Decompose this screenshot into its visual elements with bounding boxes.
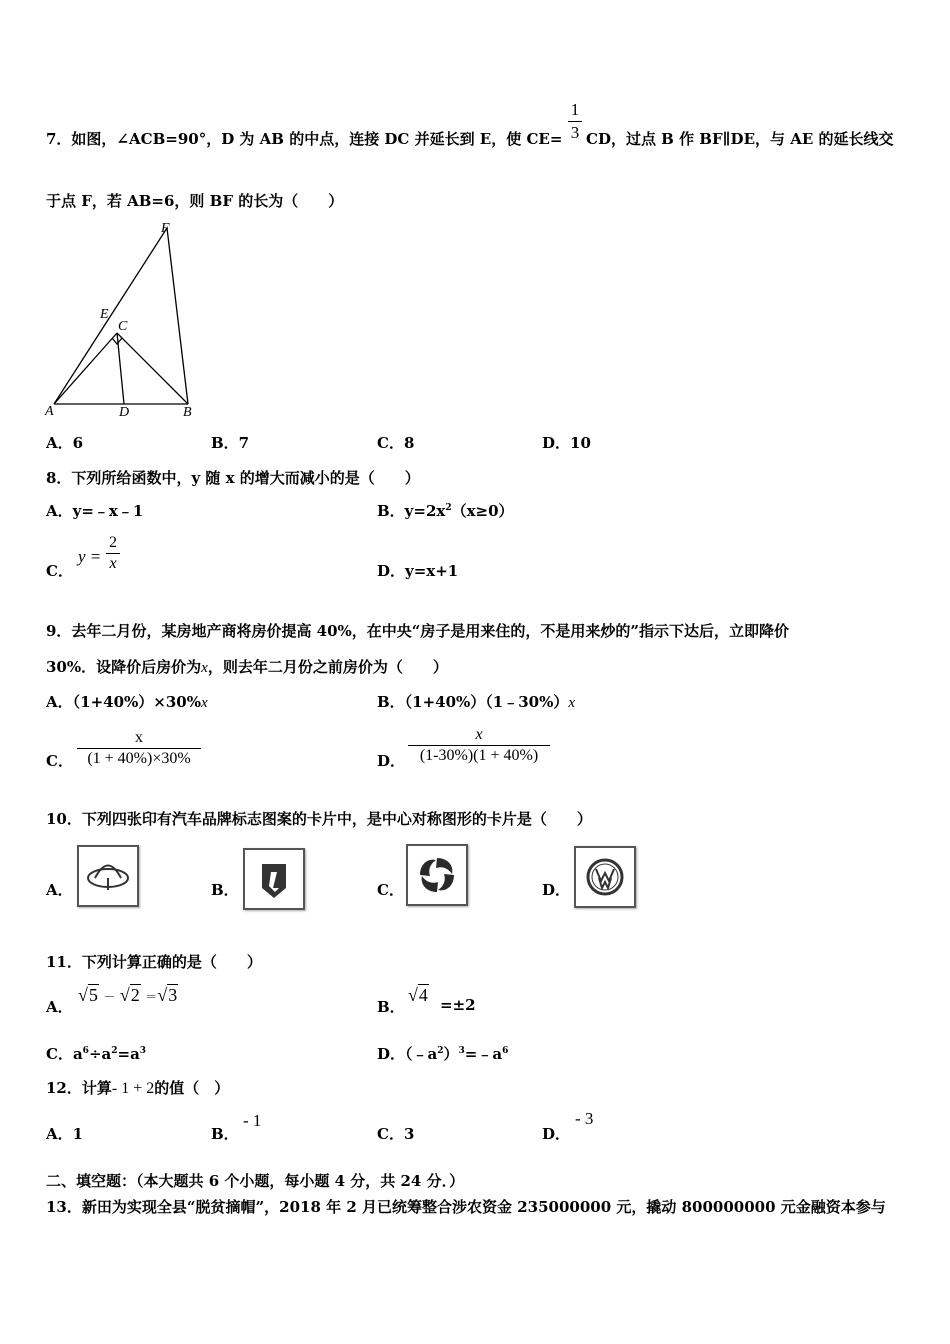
q8-option-d: D．y=x+1 xyxy=(377,562,459,580)
q11-option-d-c: =﹣a xyxy=(464,1045,503,1063)
q8-option-c-lhs: y = xyxy=(78,547,102,566)
q12-option-a: A．1 xyxy=(46,1125,84,1143)
q9-option-d-num: x xyxy=(475,726,483,743)
q8-option-b-sup: 2 xyxy=(445,503,452,513)
q7-fraction xyxy=(568,100,582,143)
q9-option-a xyxy=(46,691,208,712)
q8-option-b xyxy=(377,500,514,521)
q7-stem-line1b: CD，过点 B 作 BF∥DE，与 AE 的延长线交 xyxy=(586,130,894,148)
q9-option-b xyxy=(377,691,575,712)
q11-option-c-b: ÷a xyxy=(88,1045,112,1063)
q12-option-b-value: - 1 xyxy=(243,1111,262,1130)
q11-option-b-r: 4 xyxy=(418,985,428,1005)
q12-option-c: C．3 xyxy=(377,1125,415,1143)
q10-option-a-label: A． xyxy=(46,881,73,899)
q7-label-A: A xyxy=(45,404,54,419)
q11-option-d-s2: 3 xyxy=(458,1046,465,1056)
q9-option-a-text: A．（1+40%）×30% xyxy=(46,693,201,711)
q11-option-b-rest: =±2 xyxy=(440,996,476,1014)
q8-option-a: A．y=﹣x﹣1 xyxy=(46,502,144,520)
q7-option-c: C．8 xyxy=(377,434,415,452)
q12-option-b-label: B． xyxy=(211,1125,239,1143)
q11-option-d-a: D．（﹣a xyxy=(377,1045,438,1063)
brand-logo-a-icon xyxy=(79,847,137,905)
q11-option-a-r1: 5 xyxy=(88,985,98,1005)
q11-option-a-label: A． xyxy=(46,998,73,1016)
q8-option-c-fraction xyxy=(106,534,120,573)
q11-option-c-a: C．a xyxy=(46,1045,83,1063)
q11-option-b-label: B． xyxy=(377,998,405,1016)
q8-stem: 8．下列所给函数中，y 随 x 的增大而减小的是（ ） xyxy=(46,469,420,487)
q7-label-C: C xyxy=(118,319,128,334)
q8-option-c-den: x xyxy=(109,555,117,572)
q12-stem-expr: - 1 + 2 xyxy=(111,1080,155,1097)
q11-option-a-minus: － xyxy=(103,990,116,1004)
q11-option-d-s1: 2 xyxy=(437,1046,444,1056)
q10-option-c-label: C． xyxy=(377,881,404,899)
q7-fraction-den: 3 xyxy=(570,123,580,142)
q11-option-a-r2: 2 xyxy=(130,985,140,1005)
section-2-heading: 二、填空题：（本大题共 6 个小题，每小题 4 分，共 24 分．） xyxy=(46,1172,465,1190)
q9-option-c-den: (1 + 40%)×30% xyxy=(87,750,191,767)
q11-option-c xyxy=(46,1043,146,1064)
q11-option-c-s2: 2 xyxy=(111,1046,118,1056)
q12-option-d-value: - 3 xyxy=(575,1109,594,1128)
q7-label-D: D xyxy=(119,405,130,420)
q7-stem-line1a: 7．如图，∠ACB=90°，D 为 AB 的中点，连接 DC 并延长到 E，使 CE= xyxy=(46,130,563,148)
q9-option-d-den: (1-30%)(1 + 40%) xyxy=(419,747,539,764)
q13-stem: 13．新田为实现全县“脱贫摘帽”，2018 年 2 月已统筹整合涉农资金 235000000 元，撬动 800000000 元金融资本参与 xyxy=(46,1198,886,1216)
q8-option-c-num: 2 xyxy=(109,534,117,551)
q7-option-a: A．6 xyxy=(46,434,84,452)
q12-stem-b: 的值（ ） xyxy=(154,1079,230,1097)
q9-option-d-label: D． xyxy=(377,752,406,770)
q9-option-c-label: C． xyxy=(46,752,73,770)
q12-option-d-label: D． xyxy=(542,1125,571,1143)
q7-label-B: B xyxy=(183,405,192,420)
q11-option-a-r3: 3 xyxy=(168,985,178,1005)
q9-option-a-var: x xyxy=(200,695,208,711)
q8-option-b-prefix: B．y=2x xyxy=(377,502,446,520)
brand-logo-c-icon xyxy=(408,846,466,904)
brand-logo-d-icon xyxy=(576,848,634,906)
q12-stem-a: 12．计算 xyxy=(46,1079,112,1097)
q11-option-d-b: ） xyxy=(443,1045,459,1063)
q7-option-d: D．10 xyxy=(542,434,591,452)
q7-geometry-figure xyxy=(40,218,210,423)
q9-stem-line2b: ，则去年二月份之前房价为（ ） xyxy=(207,658,448,676)
q9-stem-var: x xyxy=(201,660,208,676)
q7-label-E: E xyxy=(100,307,109,322)
q10-stem: 10．下列四张印有汽车品牌标志图案的卡片中，是中心对称图形的卡片是（ ） xyxy=(46,810,592,828)
q10-option-d-label: D． xyxy=(542,881,571,899)
q9-option-c-fraction xyxy=(77,729,201,768)
q11-option-c-c: =a xyxy=(117,1045,140,1063)
q10-card-b xyxy=(243,848,305,910)
q10-card-c xyxy=(406,844,468,906)
q7-fraction-num: 1 xyxy=(570,100,580,119)
q10-card-a xyxy=(77,845,139,907)
q8-option-c-label: C． xyxy=(46,562,73,580)
q10-option-b-label: B． xyxy=(211,881,239,899)
q11-option-a-expr: √5 － √2 ＝√3 xyxy=(78,985,178,1005)
q11-option-d xyxy=(377,1043,508,1064)
q10-card-d xyxy=(574,846,636,908)
q11-option-b-expr: √4 xyxy=(408,985,428,1005)
q11-option-a-eq: ＝ xyxy=(145,990,158,1004)
q9-stem-line2 xyxy=(46,656,448,677)
q11-option-c-s3: 3 xyxy=(139,1046,147,1056)
q9-option-b-var: x xyxy=(568,695,576,711)
q9-option-d-fraction xyxy=(408,726,550,765)
q11-option-d-s3: 6 xyxy=(502,1046,509,1056)
brand-logo-b-icon xyxy=(245,850,303,908)
q12-stem xyxy=(46,1077,229,1098)
q7-stem-line2: 于点 F，若 AB=6，则 BF 的长为（ ） xyxy=(46,192,344,210)
q9-option-b-text: B．（1+40%）（1﹣30%） xyxy=(377,693,569,711)
q7-option-b: B．7 xyxy=(211,434,250,452)
q11-stem: 11．下列计算正确的是（ ） xyxy=(46,953,262,971)
q8-option-b-suffix: （x≥0） xyxy=(451,502,514,520)
q9-stem-line1: 9．去年二月份，某房地产商将房价提高 40%，在中央“房子是用来住的，不是用来炒的”指示下达后，立即降价 xyxy=(46,622,790,640)
q11-option-c-s1: 6 xyxy=(82,1046,89,1056)
q9-option-c-num: x xyxy=(135,729,143,746)
q9-stem-line2a: 30%．设降价后房价为 xyxy=(46,658,202,676)
q7-label-F: F xyxy=(161,221,170,236)
